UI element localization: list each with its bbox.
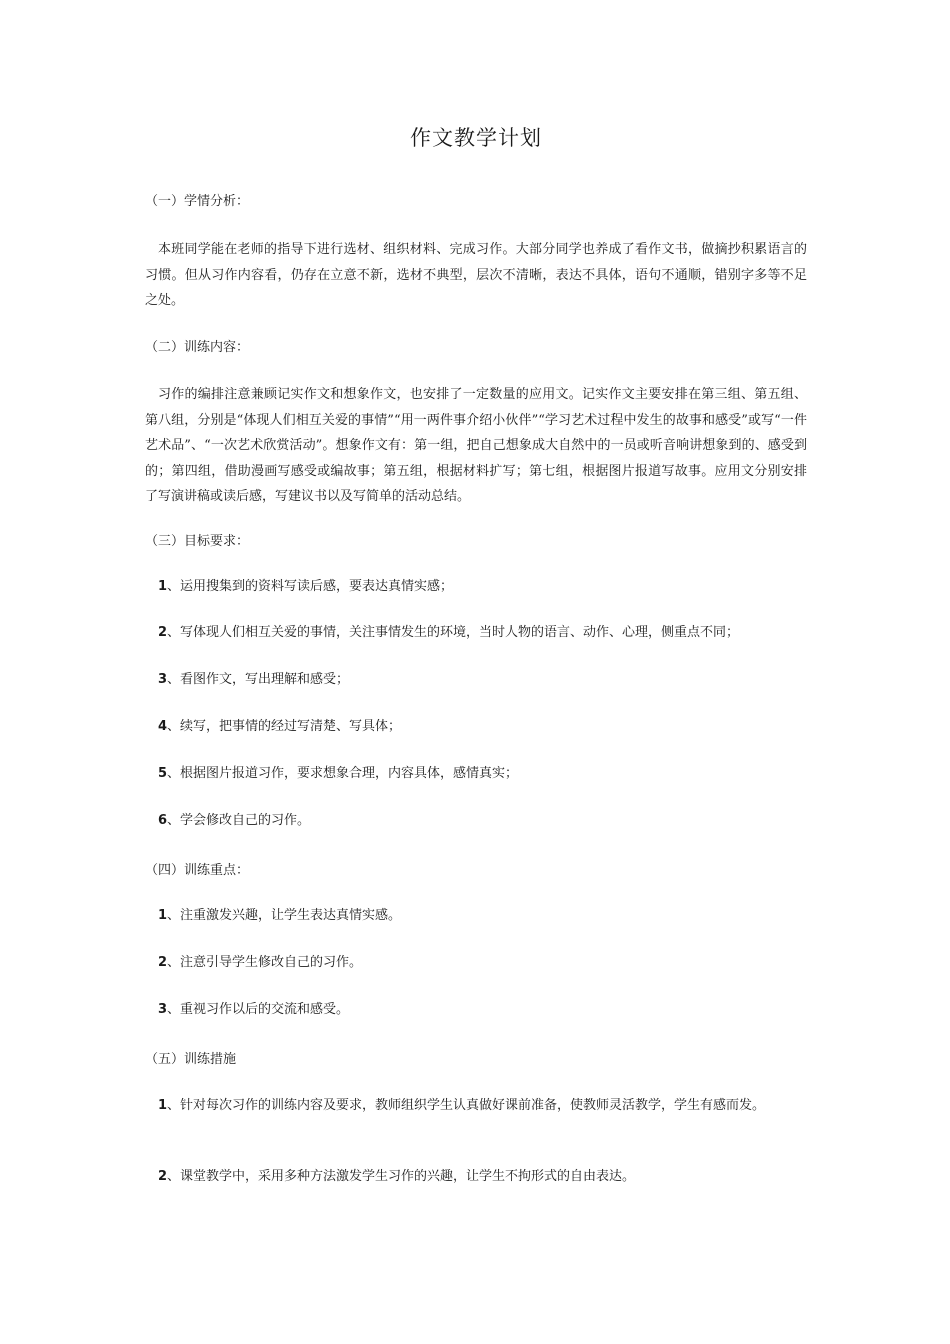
section-heading-focus: （四）训练重点： — [145, 863, 250, 878]
section-heading-content: （二）训练内容： — [145, 340, 250, 355]
list-item: 3、看图作文，写出理解和感受； — [158, 672, 350, 687]
list-item: 2、写体现人们相互关爱的事情，关注事情发生的环境，当时人物的语言、动作、心理，侧重点不同； — [158, 625, 740, 640]
list-item: 3、重视习作以后的交流和感受。 — [158, 1002, 350, 1017]
list-item: 1、注重激发兴趣，让学生表达真情实感。 — [158, 908, 402, 923]
section-paragraph-analysis: 本班同学能在老师的指导下进行选材、组织材料、完成习作。大部分同学也养成了看作文书，做摘抄积累语言的习惯。但从习作内容看，仍存在立意不新，选材不典型，层次不清晰，表达不具体，语句不通顺，错别字多等不足之处。 — [145, 242, 807, 308]
list-item: 1、运用搜集到的资料写读后感，要表达真情实感； — [158, 579, 454, 594]
list-item: 2、课堂教学中，采用多种方法激发学生习作的兴趣，让学生不拘形式的自由表达。 — [158, 1169, 636, 1184]
list-item: 2、注意引导学生修改自己的习作。 — [158, 955, 363, 970]
section-heading-measures: （五）训练措施 — [145, 1052, 237, 1067]
section-paragraph-content: 习作的编排注意兼顾记实作文和想象作文，也安排了一定数量的应用文。记实作文主要安排在第三组、第五组、第八组，分别是“体现人们相互关爱的事情”“用一两件事介绍小伙伴”“学习艺术过程中发生的故事和感受”或写“一件艺术品”、“一次艺术欣赏活动”。想象作文有：第一组，把自己想象成大自然中的一员或听音响讲想象到的、感受到的；第四组，借助漫画写感受或编故事；第五组，根据材料扩写；第七组，根据图片报道写故事。应用文分别安排了写演讲稿或读后感，写建议书以及写简单的活动总结。 — [145, 387, 807, 504]
list-item: 1、针对每次习作的训练内容及要求，教师组织学生认真做好课前准备，使教师灵活教学，学生有感而发。 — [158, 1098, 766, 1113]
list-item: 4、续写，把事情的经过写清楚、写具体； — [158, 719, 402, 734]
list-item: 6、学会修改自己的习作。 — [158, 813, 311, 828]
section-heading-goals: （三）目标要求： — [145, 534, 250, 549]
document-title: 作文教学计划 — [410, 126, 542, 150]
section-heading-analysis: （一）学情分析： — [145, 194, 250, 209]
list-item: 5、根据图片报道习作，要求想象合理，内容具体，感情真实； — [158, 766, 519, 781]
